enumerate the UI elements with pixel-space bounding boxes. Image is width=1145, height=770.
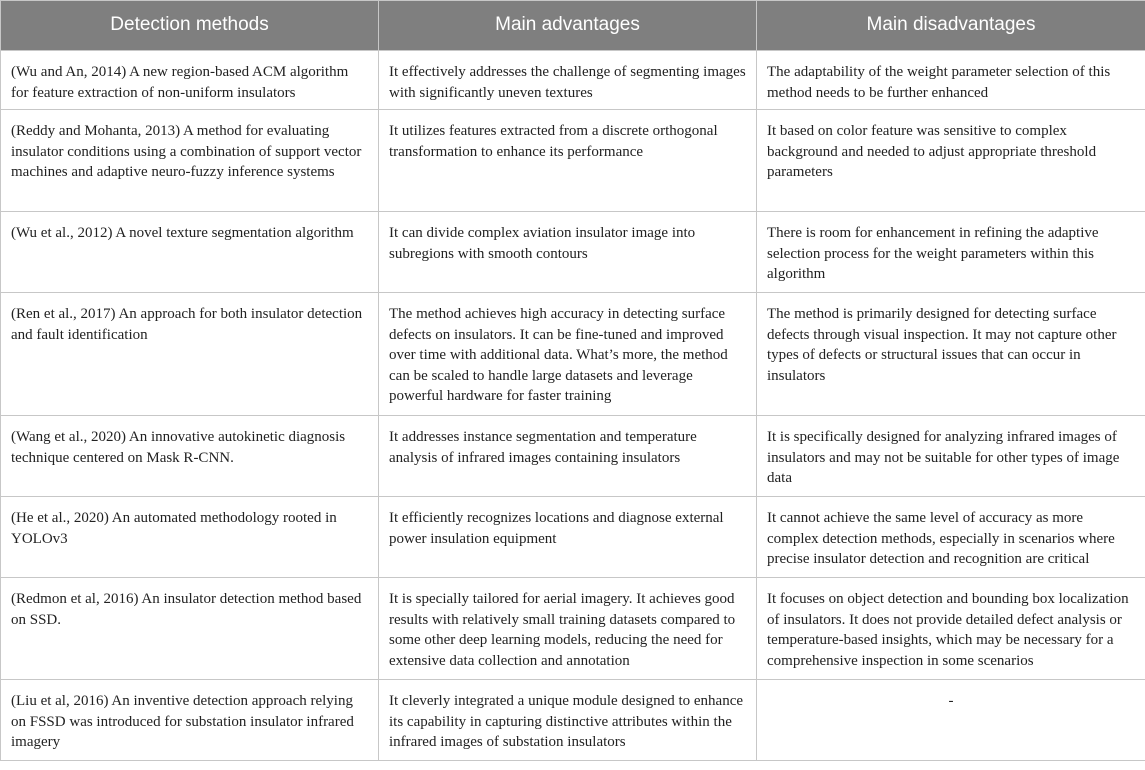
disadvantage-cell: There is room for enhancement in refining the adaptive selection process for the weight parameters within this algorithm: [757, 212, 1145, 293]
method-cell: (Wu and An, 2014) A new region-based ACM algorithm for feature extraction of non-uniform insulators: [1, 51, 379, 110]
table-header: [1, 1, 1145, 51]
disadvantage-cell: The adaptability of the weight parameter selection of this method needs to be further enhanced: [757, 51, 1145, 110]
header-main-advantages: Main advantages: [379, 1, 757, 51]
table-row: [1, 680, 1145, 761]
advantage-cell: It utilizes features extracted from a discrete orthogonal transformation to enhance its performance: [379, 110, 757, 212]
method-cell: (Reddy and Mohanta, 2013) A method for evaluating insulator conditions using a combination of support vector machines and adaptive neuro-fuzzy inference systems: [1, 110, 379, 212]
table-row: [1, 416, 1145, 497]
table-row: [1, 51, 1145, 110]
disadvantage-cell: -: [757, 680, 1145, 761]
advantage-cell: It can divide complex aviation insulator image into subregions with smooth contours: [379, 212, 757, 293]
advantage-cell: The method achieves high accuracy in detecting surface defects on insulators. It can be fine-tuned and improved over time with additional data. What’s more, the method can be scaled to handle large datasets and leverage powerful hardware for faster training: [379, 293, 757, 416]
method-cell: (Ren et al., 2017) An approach for both insulator detection and fault identification: [1, 293, 379, 416]
method-cell: (Liu et al, 2016) An inventive detection approach relying on FSSD was introduced for substation insulator infrared imagery: [1, 680, 379, 761]
method-cell: (Redmon et al, 2016) An insulator detection method based on SSD.: [1, 578, 379, 680]
header-main-disadvantages: Main disadvantages: [757, 1, 1145, 51]
table-row: [1, 578, 1145, 680]
disadvantage-cell: The method is primarily designed for detecting surface defects through visual inspection. It may not capture other types of defects or structural issues that can occur in insulators: [757, 293, 1145, 416]
table-row: [1, 293, 1145, 416]
header-row: [1, 1, 1145, 51]
advantage-cell: It addresses instance segmentation and temperature analysis of infrared images containing insulators: [379, 416, 757, 497]
disadvantage-cell: It based on color feature was sensitive to complex background and needed to adjust appropriate threshold parameters: [757, 110, 1145, 212]
advantage-cell: It cleverly integrated a unique module designed to enhance its capability in capturing distinctive attributes within the infrared images of substation insulators: [379, 680, 757, 761]
advantage-cell: It efficiently recognizes locations and diagnose external power insulation equipment: [379, 497, 757, 578]
table-row: [1, 110, 1145, 212]
header-detection-methods: Detection methods: [1, 1, 379, 51]
advantage-cell: It effectively addresses the challenge of segmenting images with significantly uneven textures: [379, 51, 757, 110]
disadvantage-cell: It is specifically designed for analyzing infrared images of insulators and may not be suitable for other types of image data: [757, 416, 1145, 497]
disadvantage-cell: It focuses on object detection and bounding box localization of insulators. It does not provide detailed defect analysis or temperature-based insights, which may be necessary for a comprehensive inspection in some scenarios: [757, 578, 1145, 680]
method-cell: (He et al., 2020) An automated methodology rooted in YOLOv3: [1, 497, 379, 578]
advantage-cell: It is specially tailored for aerial imagery. It achieves good results with relatively small training datasets compared to some other deep learning models, reducing the need for extensive data collection and annotation: [379, 578, 757, 680]
disadvantage-cell: It cannot achieve the same level of accuracy as more complex detection methods, especially in scenarios where precise insulator detection and recognition are critical: [757, 497, 1145, 578]
method-cell: (Wu et al., 2012) A novel texture segmentation algorithm: [1, 212, 379, 293]
method-cell: (Wang et al., 2020) An innovative autokinetic diagnosis technique centered on Mask R-CNN.: [1, 416, 379, 497]
table-row: [1, 497, 1145, 578]
table-body: [1, 51, 1145, 761]
table-row: [1, 212, 1145, 293]
